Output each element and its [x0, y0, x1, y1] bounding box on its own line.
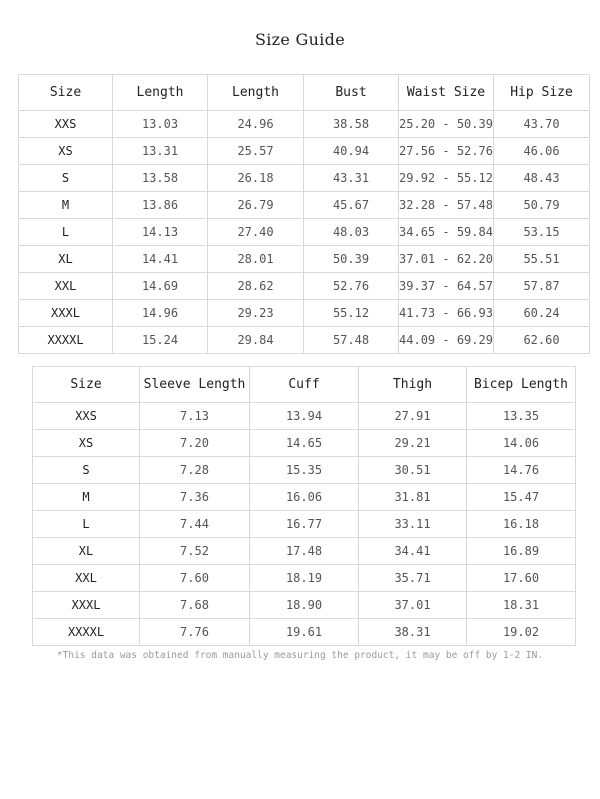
table-row: [33, 484, 576, 511]
size-table-sleeve: [32, 366, 576, 646]
table-row: [19, 246, 590, 273]
column-header-bust: Bust: [304, 75, 399, 111]
value-cell: 15.24: [113, 327, 208, 354]
value-cell: 55.12: [304, 300, 399, 327]
value-cell: 45.67: [304, 192, 399, 219]
value-cell: 33.11: [359, 511, 467, 538]
size-cell: XS: [33, 430, 140, 457]
value-cell: 53.15: [494, 219, 590, 246]
value-cell: 15.47: [467, 484, 576, 511]
size-cell: L: [33, 511, 140, 538]
column-header-length: Length: [113, 75, 208, 111]
value-cell: 7.52: [140, 538, 250, 565]
value-cell: 27.56 - 52.76: [399, 138, 494, 165]
column-header-bicep-length: Bicep Length: [467, 367, 576, 403]
value-cell: 26.79: [208, 192, 304, 219]
value-cell: 13.35: [467, 403, 576, 430]
value-cell: 17.60: [467, 565, 576, 592]
value-cell: 7.13: [140, 403, 250, 430]
size-cell: S: [33, 457, 140, 484]
value-cell: 40.94: [304, 138, 399, 165]
value-cell: 7.28: [140, 457, 250, 484]
table-row: [33, 592, 576, 619]
value-cell: 60.24: [494, 300, 590, 327]
value-cell: 14.41: [113, 246, 208, 273]
size-cell: XS: [19, 138, 113, 165]
value-cell: 43.31: [304, 165, 399, 192]
size-cell: M: [19, 192, 113, 219]
table-row: [33, 430, 576, 457]
value-cell: 13.86: [113, 192, 208, 219]
value-cell: 18.31: [467, 592, 576, 619]
table-row: [33, 619, 576, 646]
size-cell: L: [19, 219, 113, 246]
value-cell: 24.96: [208, 111, 304, 138]
size-cell: XXS: [33, 403, 140, 430]
size-cell: XXXL: [19, 300, 113, 327]
value-cell: 7.20: [140, 430, 250, 457]
size-cell: XXS: [19, 111, 113, 138]
value-cell: 19.02: [467, 619, 576, 646]
value-cell: 52.76: [304, 273, 399, 300]
table-row: [19, 273, 590, 300]
value-cell: 7.76: [140, 619, 250, 646]
value-cell: 29.92 - 55.12: [399, 165, 494, 192]
table-row: [19, 219, 590, 246]
column-header-size: Size: [19, 75, 113, 111]
table-row: [19, 165, 590, 192]
value-cell: 28.62: [208, 273, 304, 300]
value-cell: 38.31: [359, 619, 467, 646]
table-row: [33, 511, 576, 538]
value-cell: 19.61: [250, 619, 359, 646]
value-cell: 50.39: [304, 246, 399, 273]
table-row: [19, 192, 590, 219]
size-cell: S: [19, 165, 113, 192]
measurement-note: *This data was obtained from manually measuring the product, it may be off by 1-2 IN.: [56, 650, 544, 661]
table-row: [19, 300, 590, 327]
value-cell: 55.51: [494, 246, 590, 273]
table-row: [33, 565, 576, 592]
value-cell: 14.76: [467, 457, 576, 484]
value-cell: 50.79: [494, 192, 590, 219]
value-cell: 16.06: [250, 484, 359, 511]
size-cell: XXL: [19, 273, 113, 300]
value-cell: 7.36: [140, 484, 250, 511]
value-cell: 14.65: [250, 430, 359, 457]
value-cell: 48.43: [494, 165, 590, 192]
value-cell: 57.48: [304, 327, 399, 354]
value-cell: 34.65 - 59.84: [399, 219, 494, 246]
value-cell: 27.91: [359, 403, 467, 430]
column-header-size: Size: [33, 367, 140, 403]
value-cell: 7.60: [140, 565, 250, 592]
value-cell: 31.81: [359, 484, 467, 511]
page-title: Size Guide: [255, 30, 345, 49]
value-cell: 18.90: [250, 592, 359, 619]
table-header-row: [33, 367, 576, 403]
value-cell: 39.37 - 64.57: [399, 273, 494, 300]
value-cell: 13.58: [113, 165, 208, 192]
value-cell: 17.48: [250, 538, 359, 565]
value-cell: 30.51: [359, 457, 467, 484]
value-cell: 16.77: [250, 511, 359, 538]
table-row: [33, 403, 576, 430]
value-cell: 28.01: [208, 246, 304, 273]
size-table-body: [18, 74, 590, 354]
value-cell: 14.69: [113, 273, 208, 300]
table-row: [19, 138, 590, 165]
value-cell: 16.89: [467, 538, 576, 565]
column-header-waist-size: Waist Size: [399, 75, 494, 111]
value-cell: 32.28 - 57.48: [399, 192, 494, 219]
value-cell: 44.09 - 69.29: [399, 327, 494, 354]
value-cell: 48.03: [304, 219, 399, 246]
value-cell: 13.31: [113, 138, 208, 165]
value-cell: 7.44: [140, 511, 250, 538]
value-cell: 26.18: [208, 165, 304, 192]
table-row: [19, 111, 590, 138]
value-cell: 27.40: [208, 219, 304, 246]
size-cell: XL: [33, 538, 140, 565]
value-cell: 38.58: [304, 111, 399, 138]
table-row: [33, 457, 576, 484]
value-cell: 57.87: [494, 273, 590, 300]
table-row: [33, 538, 576, 565]
value-cell: 29.21: [359, 430, 467, 457]
value-cell: 15.35: [250, 457, 359, 484]
column-header-hip-size: Hip Size: [494, 75, 590, 111]
size-cell: XXXXL: [33, 619, 140, 646]
value-cell: 41.73 - 66.93: [399, 300, 494, 327]
value-cell: 35.71: [359, 565, 467, 592]
value-cell: 7.68: [140, 592, 250, 619]
table-header-row: [19, 75, 590, 111]
value-cell: 14.13: [113, 219, 208, 246]
table-row: [19, 327, 590, 354]
value-cell: 16.18: [467, 511, 576, 538]
size-cell: XXXXL: [19, 327, 113, 354]
value-cell: 13.94: [250, 403, 359, 430]
column-header-length-2: Length: [208, 75, 304, 111]
size-cell: M: [33, 484, 140, 511]
column-header-sleeve-length: Sleeve Length: [140, 367, 250, 403]
value-cell: 37.01: [359, 592, 467, 619]
value-cell: 13.03: [113, 111, 208, 138]
value-cell: 25.20 - 50.39: [399, 111, 494, 138]
value-cell: 18.19: [250, 565, 359, 592]
value-cell: 62.60: [494, 327, 590, 354]
size-cell: XXL: [33, 565, 140, 592]
column-header-thigh: Thigh: [359, 367, 467, 403]
value-cell: 34.41: [359, 538, 467, 565]
value-cell: 29.84: [208, 327, 304, 354]
value-cell: 37.01 - 62.20: [399, 246, 494, 273]
size-cell: XXXL: [33, 592, 140, 619]
value-cell: 14.96: [113, 300, 208, 327]
value-cell: 14.06: [467, 430, 576, 457]
value-cell: 25.57: [208, 138, 304, 165]
column-header-cuff: Cuff: [250, 367, 359, 403]
value-cell: 46.06: [494, 138, 590, 165]
value-cell: 29.23: [208, 300, 304, 327]
size-cell: XL: [19, 246, 113, 273]
value-cell: 43.70: [494, 111, 590, 138]
